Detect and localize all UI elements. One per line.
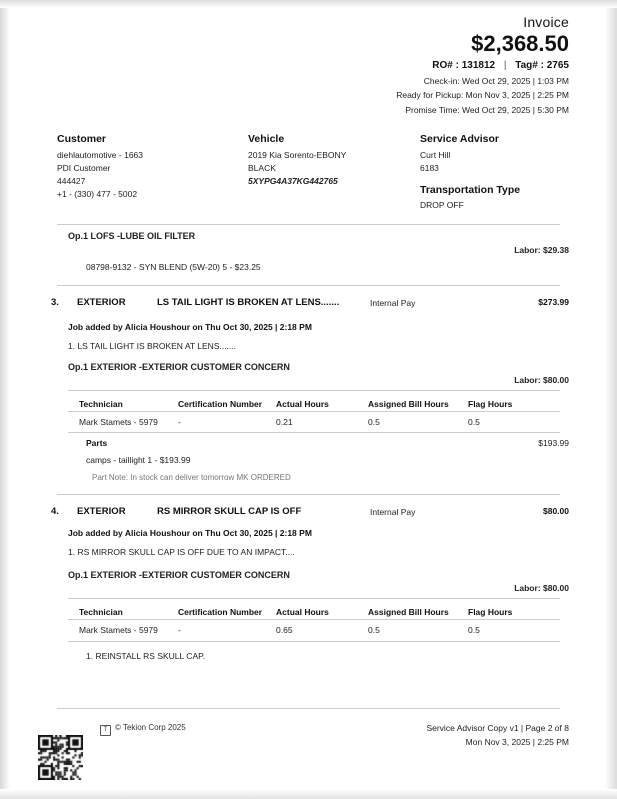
line-3-table-bottom-rule (68, 432, 560, 433)
transportation-type-heading: Transportation Type (420, 184, 521, 196)
checkin-time: Check-in: Wed Oct 29, 2025 | 1:03 PM (423, 76, 569, 86)
line-4-row-certification: - (178, 625, 181, 635)
divider-before-line-4 (57, 494, 560, 495)
line-3-row-technician: Mark Stamets - 5979 (79, 417, 158, 427)
line-4-row-actual-hours: 0.65 (276, 625, 293, 635)
ro-number: 131812 (461, 60, 496, 71)
footer-copy-version: Service Advisor Copy v1 | Page 2 of 8 (426, 723, 569, 733)
line-4-labor: Labor: $80.00 (514, 583, 569, 593)
line-4-correction: 1. REINSTALL RS SKULL CAP. (86, 651, 206, 661)
advisor-id: 6183 (420, 163, 439, 173)
tag-number: 2765 (546, 60, 569, 71)
line-4-number: 4. (51, 506, 59, 517)
line-4-table-top-rule (68, 598, 560, 599)
line-4-col-assigned-bill-hours: Assigned Bill Hours (368, 607, 449, 617)
line-3-number: 3. (51, 297, 59, 308)
service-advisor-heading: Service Advisor (420, 133, 499, 145)
line-3-category: EXTERIOR (77, 297, 126, 308)
divider-after-info (57, 224, 560, 225)
line-4-amount: $80.00 (543, 506, 569, 516)
line-3-parts-amount: $193.99 (538, 438, 569, 448)
line-3-row-certification: - (178, 417, 181, 427)
op-header-labor: Labor: $29.38 (514, 245, 569, 255)
line-3-col-technician: Technician (79, 399, 123, 409)
line-3-op-text: Op.1 EXTERIOR -EXTERIOR CUSTOMER CONCERN (68, 362, 290, 372)
line-4-table-header-rule (68, 619, 560, 620)
tag-label: Tag# : (515, 60, 544, 71)
line-3-row-assigned-bill-hours: 0.5 (368, 417, 380, 427)
footer-copy-info (426, 721, 569, 749)
line-3-concern: 1. LS TAIL LIGHT IS BROKEN AT LENS....... (68, 341, 237, 351)
line-3-amount: $273.99 (538, 297, 569, 307)
line-4-row-technician: Mark Stamets - 5979 (79, 625, 158, 635)
vehicle-color: BLACK (248, 163, 276, 173)
ro-label: RO# : (432, 60, 459, 71)
op-header-text: Op.1 LOFS -LUBE OIL FILTER (68, 231, 196, 241)
line-3-col-certification: Certification Number (178, 399, 263, 409)
vehicle-heading: Vehicle (248, 133, 285, 145)
line-4-concern: 1. RS MIRROR SKULL CAP IS OFF DUE TO AN IMPACT.... (68, 547, 295, 557)
line-3-table-top-rule (68, 390, 560, 391)
line-3-part-line: camps - taillight 1 - $193.99 (86, 455, 191, 465)
vehicle-model: 2019 Kia Sorento-EBONY (248, 150, 347, 160)
line-4-job-added: Job added by Alicia Houshour on Thu Oct 30, 2025 | 2:18 PM (68, 528, 312, 538)
footer-printed-time: Mon Nov 3, 2025 | 2:25 PM (465, 737, 569, 747)
line-3-row-actual-hours: 0.21 (276, 417, 293, 427)
customer-company: PDI Customer (57, 163, 111, 173)
tekion-logo-icon: T (100, 725, 111, 736)
line-4-col-certification: Certification Number (178, 607, 263, 617)
footer-copyright (100, 723, 186, 736)
line-3-pay-type: Internal Pay (370, 298, 416, 308)
line-4-table-bottom-rule (68, 641, 560, 642)
ro-tag-separator: | (503, 60, 507, 71)
promise-time: Promise Time: Wed Oct 29, 2025 | 5:30 PM (405, 105, 569, 115)
transportation-type-value: DROP OFF (420, 200, 464, 210)
line-4-description: RS MIRROR SKULL CAP IS OFF (157, 506, 302, 517)
line-3-row-flag-hours: 0.5 (468, 417, 480, 427)
line-3-parts-label: Parts (86, 438, 108, 448)
line-3-col-flag-hours: Flag Hours (468, 399, 513, 409)
invoice-title: Invoice (523, 14, 569, 30)
ready-for-pickup-time: Ready for Pickup: Mon Nov 3, 2025 | 2:25 PM (396, 90, 569, 100)
customer-id: 444427 (57, 176, 86, 186)
customer-phone: +1 - (330) 477 - 5002 (57, 189, 138, 199)
line-4-col-actual-hours: Actual Hours (276, 607, 329, 617)
line-4-row-assigned-bill-hours: 0.5 (368, 625, 380, 635)
advisor-name: Curt Hill (420, 150, 451, 160)
line-4-pay-type: Internal Pay (370, 507, 416, 517)
line-3-col-actual-hours: Actual Hours (276, 399, 329, 409)
invoice-total-amount: $2,368.50 (471, 31, 569, 56)
footer-copyright-text: © Tekion Corp 2025 (115, 723, 186, 732)
customer-details (57, 149, 143, 201)
line-4-op-text: Op.1 EXTERIOR -EXTERIOR CUSTOMER CONCERN (68, 570, 290, 580)
customer-heading: Customer (57, 133, 107, 145)
op-header-part: 08798-9132 - SYN BLEND (5W-20) 5 - $23.25 (86, 262, 261, 272)
divider-footer (57, 708, 560, 709)
line-3-job-added: Job added by Alicia Houshour on Thu Oct 30, 2025 | 2:18 PM (68, 322, 312, 332)
line-3-part-note: Part Note: In stock can deliver tomorrow MK ORDERED (92, 473, 291, 482)
line-3-table-header-rule (68, 411, 560, 412)
line-4-col-flag-hours: Flag Hours (468, 607, 513, 617)
divider-before-line-3 (57, 285, 560, 286)
ro-tag-line (432, 60, 569, 71)
vehicle-vin: 5XYPG4A37KG442765 (248, 176, 338, 186)
line-4-col-technician: Technician (79, 607, 123, 617)
line-4-category: EXTERIOR (77, 506, 126, 517)
customer-name: diehlautomotive - 1663 (57, 150, 144, 160)
qr-code (38, 735, 83, 780)
line-3-col-assigned-bill-hours: Assigned Bill Hours (368, 399, 449, 409)
service-advisor-details (420, 149, 450, 175)
line-4-row-flag-hours: 0.5 (468, 625, 480, 635)
line-3-description: LS TAIL LIGHT IS BROKEN AT LENS....... (157, 297, 340, 308)
vehicle-details (248, 149, 346, 188)
line-3-labor: Labor: $80.00 (514, 375, 569, 385)
